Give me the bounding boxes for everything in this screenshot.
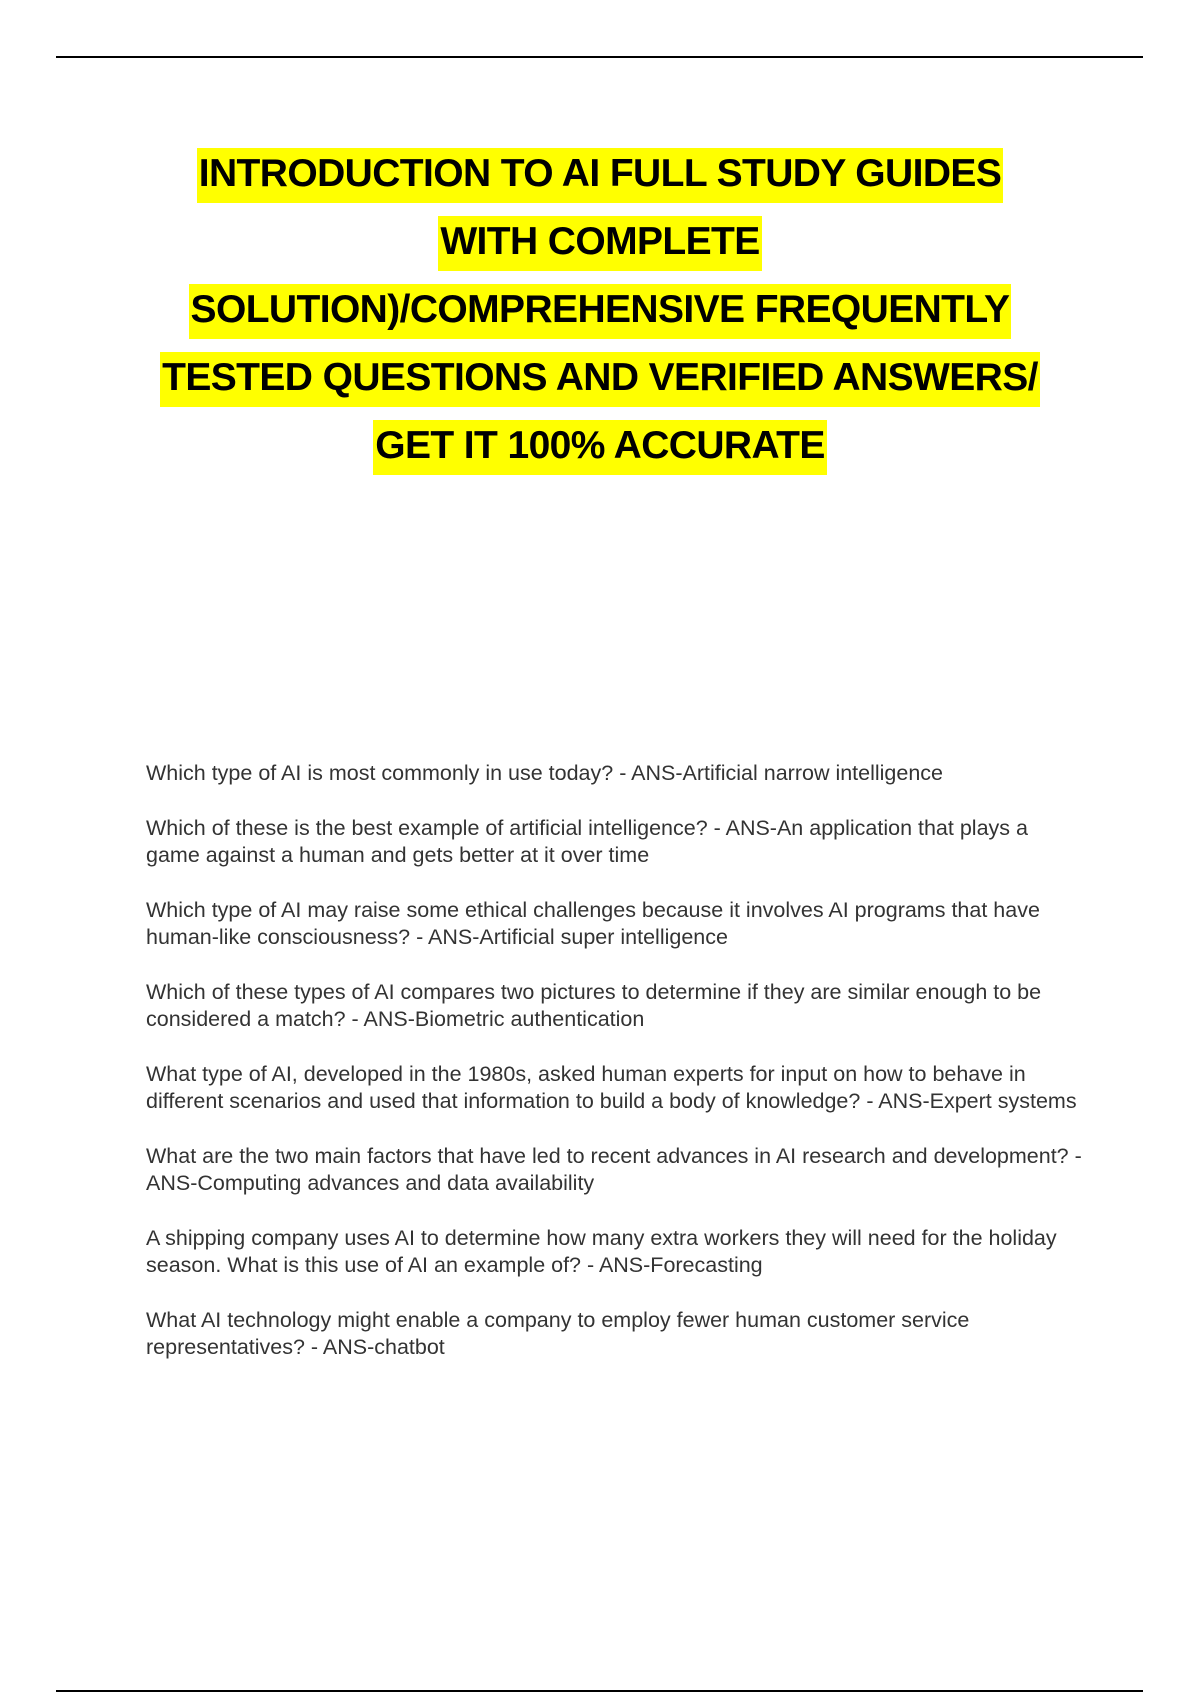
qa-item: What are the two main factors that have led to recent advances in AI research and development? - ANS-Computing advances and data availability <box>146 1144 1082 1195</box>
top-rule <box>56 56 1143 58</box>
qa-item: Which of these types of AI compares two pictures to determine if they are similar enough to be considered a match? - ANS-Biometric authentication <box>146 980 1042 1031</box>
title-line-1-text: INTRODUCTION TO AI FULL STUDY GUIDES <box>197 148 1004 203</box>
qa-item: Which of these is the best example of artificial intelligence? - ANS-An application that plays a game against a human and gets better at it over time <box>146 816 1028 867</box>
title-line-4-text: TESTED QUESTIONS AND VERIFIED ANSWERS/ <box>160 352 1040 407</box>
qa-item: What AI technology might enable a company to employ fewer human customer service representatives? - ANS-chatbot <box>146 1308 970 1359</box>
title-line-2-text: WITH COMPLETE <box>438 216 761 271</box>
qa-item: What type of AI, developed in the 1980s, asked human experts for input on how to behave in different scenarios and used that information to build a body of knowledge? - ANS-Expert systems <box>146 1062 1077 1113</box>
title-line-4 <box>100 344 1100 412</box>
title-line-1 <box>100 140 1100 208</box>
title-line-3-text: SOLUTION)/COMPREHENSIVE FREQUENTLY <box>189 284 1012 339</box>
document-title <box>100 140 1100 480</box>
qa-list <box>146 760 1086 1389</box>
qa-item: A shipping company uses AI to determine how many extra workers they will need for the holiday season. What is this use of AI an example of? - ANS-Forecasting <box>146 1226 1057 1277</box>
qa-item: Which type of AI is most commonly in use today? - ANS-Artificial narrow intelligence <box>146 761 944 785</box>
title-line-5-text: GET IT 100% ACCURATE <box>373 420 827 475</box>
title-line-3 <box>100 276 1100 344</box>
qa-item: Which type of AI may raise some ethical challenges because it involves AI programs that have human-like consciousness? - ANS-Artificial super intelligence <box>146 898 1040 949</box>
bottom-rule <box>56 1690 1143 1692</box>
title-line-5 <box>100 412 1100 480</box>
title-line-2 <box>100 208 1100 276</box>
